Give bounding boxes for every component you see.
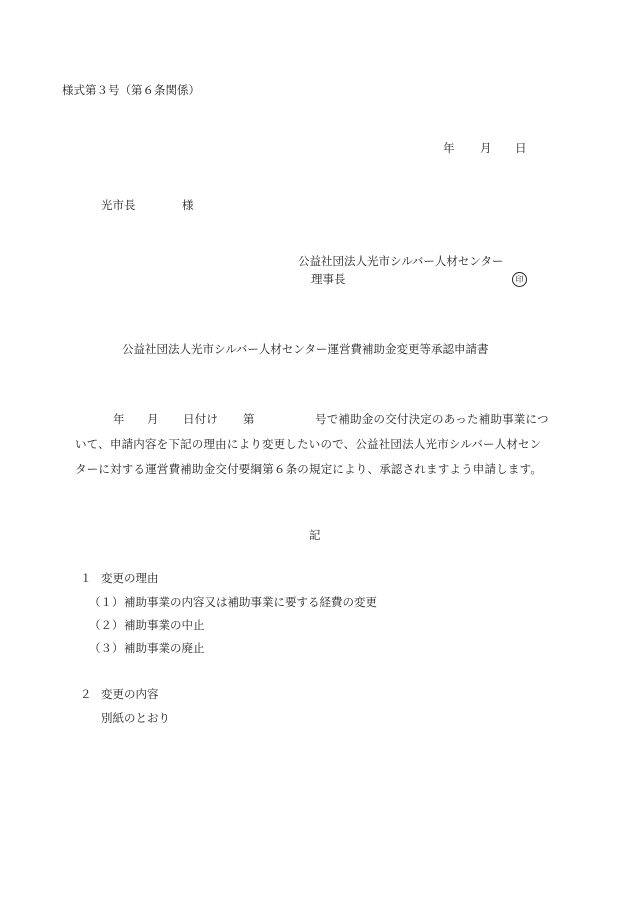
reason-item-1-num: （１） xyxy=(89,595,124,609)
body-number-prefix: 第 xyxy=(243,412,255,426)
form-number: 様式第３号（第６条関係） xyxy=(62,83,200,97)
addressee-name: 光市長 xyxy=(101,198,136,212)
date-year: 年 xyxy=(443,141,455,155)
section1-number: １ xyxy=(80,571,92,585)
body-line2: いて、申請内容を下記の理由により変更したいので、公益社団法人光市シルバー人材セン xyxy=(75,437,542,451)
applicant-org: 公益社団法人光市シルバー人材センター xyxy=(298,254,504,268)
body-dated: 日付け xyxy=(183,412,219,426)
applicant-title: 理事長 xyxy=(311,272,346,286)
section2-heading: 変更の内容 xyxy=(101,687,159,701)
seal-icon xyxy=(512,272,527,287)
reason-item-3-text: 補助事業の廃止 xyxy=(124,641,205,655)
body-line3: ターに対する運営費補助金交付要綱第６条の規定により、承認されますよう申請します。 xyxy=(75,462,543,476)
section1-heading: 変更の理由 xyxy=(101,571,159,585)
body-line1-rest: 号で補助金の交付決定のあった補助事業につ xyxy=(315,412,549,426)
reason-item-1-text: 補助事業の内容又は補助事業に要する経費の変更 xyxy=(124,595,377,609)
reason-item-2-num: （２） xyxy=(89,618,124,632)
body-year-blank: 年 xyxy=(113,412,125,426)
seal-mark: 印 xyxy=(512,272,527,287)
reason-item-3-num: （３） xyxy=(89,641,124,655)
addressee-honorific: 様 xyxy=(182,198,194,212)
document-title: 公益社団法人光市シルバー人材センター運営費補助金変更等承認申請書 xyxy=(122,342,489,356)
section2-number: ２ xyxy=(80,687,92,701)
reason-item-2-text: 補助事業の中止 xyxy=(124,618,205,632)
body-month-blank: 月 xyxy=(147,412,159,426)
section2-content: 別紙のとおり xyxy=(101,711,170,725)
ki-heading: 記 xyxy=(309,528,321,542)
date-month: 月 xyxy=(480,141,492,155)
date-day: 日 xyxy=(515,141,527,155)
